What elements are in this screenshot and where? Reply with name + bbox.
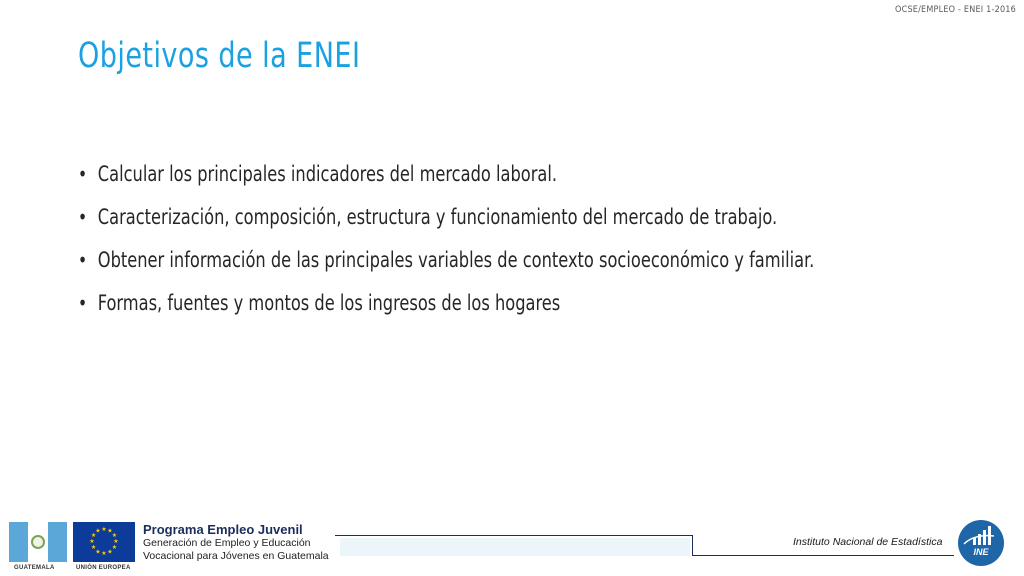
bullet-dot-icon: • bbox=[78, 291, 88, 315]
bullet-dot-icon: • bbox=[78, 205, 88, 229]
footer-divider-lower bbox=[692, 555, 954, 556]
bullet-item bbox=[78, 197, 938, 240]
svg-text:★: ★ bbox=[101, 550, 107, 557]
bullet-text: Formas, fuentes y montos de los ingresos de los hogares bbox=[97, 291, 561, 315]
bullet-text: Caracterización, composición, estructura y funcionamiento del mercado de trabajo. bbox=[97, 205, 778, 229]
footer-bar bbox=[0, 516, 1024, 576]
bullet-item bbox=[78, 240, 938, 283]
svg-text:★: ★ bbox=[89, 538, 95, 545]
footer-divider bbox=[335, 535, 693, 556]
svg-text:★: ★ bbox=[95, 548, 101, 556]
ine-logo-text: INE bbox=[973, 547, 989, 557]
objectives-list bbox=[78, 154, 938, 326]
bullet-dot-icon: • bbox=[78, 162, 88, 186]
svg-text:★: ★ bbox=[111, 544, 118, 551]
svg-text:★: ★ bbox=[107, 548, 113, 556]
institute-name: Instituto Nacional de Estadística bbox=[793, 536, 943, 548]
bullet-item bbox=[78, 283, 938, 326]
svg-text:★: ★ bbox=[95, 527, 101, 535]
bullet-dot-icon: • bbox=[78, 248, 88, 272]
guatemala-emblem-icon bbox=[31, 535, 45, 549]
program-title: Programa Empleo Juvenil bbox=[143, 522, 303, 537]
svg-text:★: ★ bbox=[113, 538, 119, 545]
ine-logo-icon bbox=[958, 520, 1004, 566]
svg-text:★: ★ bbox=[90, 544, 97, 551]
bullet-item bbox=[78, 154, 938, 197]
program-block bbox=[143, 522, 329, 563]
svg-text:★: ★ bbox=[111, 532, 118, 539]
eu-flag-icon bbox=[73, 522, 135, 562]
slide-title: Objetivos de la ENEI bbox=[78, 36, 361, 76]
guatemala-label: GUATEMALA bbox=[14, 565, 55, 571]
header-code: OCSE/EMPLEO - ENEI 1-2016 bbox=[895, 5, 1016, 15]
svg-text:★: ★ bbox=[107, 527, 113, 535]
guatemala-flag-icon bbox=[9, 522, 67, 562]
eu-label: UNIÓN EUROPEA bbox=[76, 565, 131, 571]
program-line-2: Vocacional para Jóvenes en Guatemala bbox=[143, 550, 329, 562]
bullet-text: Calcular los principales indicadores del mercado laboral. bbox=[97, 162, 558, 186]
svg-text:★: ★ bbox=[101, 526, 107, 533]
program-line-1: Generación de Empleo y Educación bbox=[143, 537, 311, 549]
svg-text:★: ★ bbox=[90, 532, 97, 539]
bullet-text: Obtener información de las principales variables de contexto socioeconómico y familiar. bbox=[97, 248, 815, 272]
